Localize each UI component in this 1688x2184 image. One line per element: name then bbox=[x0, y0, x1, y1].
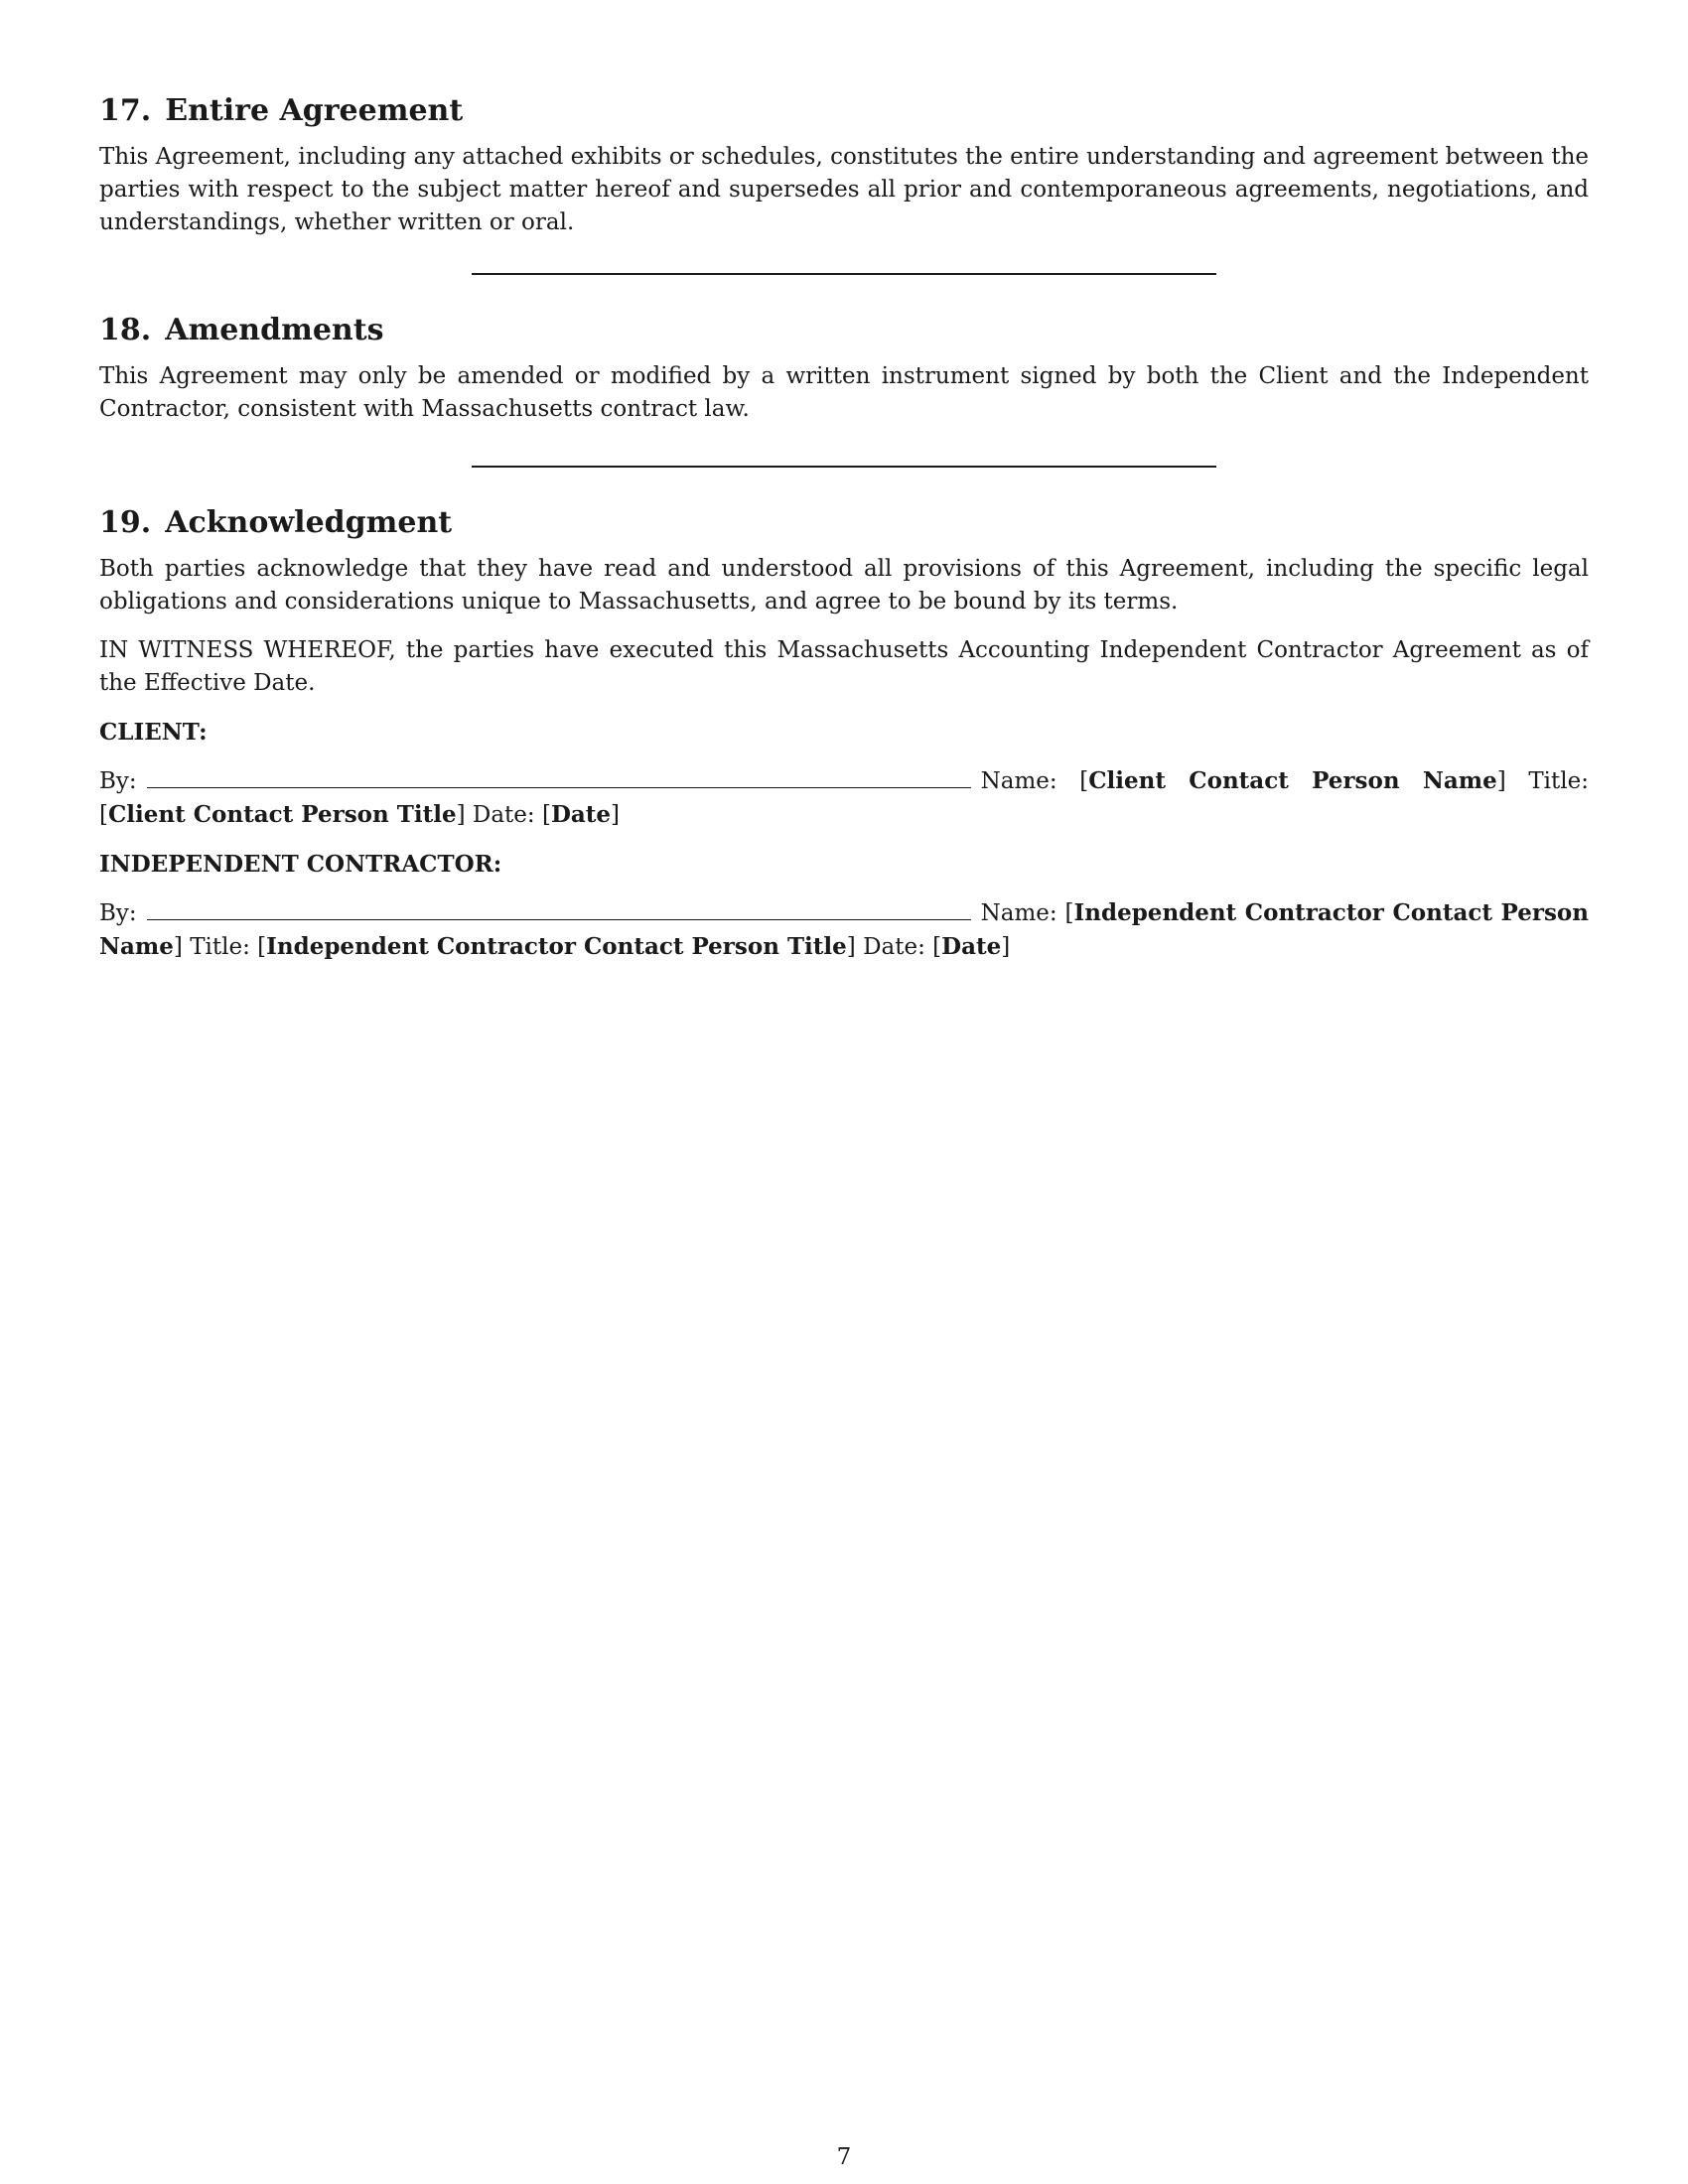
contractor-signature-line: By: Name: [Independent Contractor Contact Person Name] Title: [Independent Contractor Contact Person Title] Date: [Date] bbox=[99, 899, 1589, 960]
contractor-signature-block bbox=[99, 848, 1589, 964]
section-heading bbox=[99, 311, 1589, 350]
date-label: Date: bbox=[472, 802, 535, 828]
contractor-title-value: Independent Contractor Contact Person Title bbox=[266, 933, 847, 960]
date-label: Date: bbox=[863, 934, 925, 960]
section-body: Both parties acknowledge that they have read and understood all provisions of this Agreement, including the specific legal obligations and considerations unique to Massachusetts, and agree to be bound by its terms. bbox=[99, 556, 1589, 614]
client-date-value: Date bbox=[550, 801, 612, 828]
section-entire-agreement bbox=[99, 91, 1589, 239]
contractor-signature-field[interactable] bbox=[147, 897, 971, 920]
title-label: Title: bbox=[190, 934, 250, 960]
client-signature-line: By: Name: [Client Contact Person Name] Title: [Client Contact Person Title] Date: [Date] bbox=[99, 767, 1589, 828]
contractor-name-value: Independent Contractor Contact Person Name bbox=[99, 899, 1589, 960]
section-title: Entire Agreement bbox=[165, 93, 464, 128]
section-number: 17. bbox=[99, 93, 152, 128]
title-label: Title: bbox=[1528, 768, 1589, 794]
by-label: By: bbox=[99, 768, 137, 794]
contractor-heading: INDEPENDENT CONTRACTOR: bbox=[99, 851, 502, 878]
section-body: This Agreement may only be amended or modified by a written instrument signed by both the Client and the Independent Contractor, consistent with Massachusetts contract law. bbox=[99, 363, 1589, 422]
client-heading: CLIENT: bbox=[99, 719, 208, 746]
section-acknowledgment bbox=[99, 503, 1589, 700]
section-body: This Agreement, including any attached exhibits or schedules, constitutes the entire understanding and agreement between the parties with respect to the subject matter hereof and supersedes all prior and contemporaneous agreements, negotiations, and understandings, whether written or oral. bbox=[99, 144, 1589, 235]
section-title: Acknowledgment bbox=[165, 505, 453, 540]
client-name-value: Client Contact Person Name bbox=[1088, 767, 1497, 794]
document-page bbox=[99, 91, 1589, 964]
name-label: Name: bbox=[980, 900, 1057, 926]
section-heading bbox=[99, 91, 1589, 131]
by-label: By: bbox=[99, 900, 137, 926]
witness-statement: IN WITNESS WHEREOF, the parties have executed this Massachusetts Accounting Independent Contractor Agreement as of the Effective Date. bbox=[99, 637, 1589, 696]
contractor-date-value: Date bbox=[941, 933, 1002, 960]
section-title: Amendments bbox=[165, 313, 384, 347]
section-number: 18. bbox=[99, 313, 152, 347]
section-heading bbox=[99, 503, 1589, 543]
section-amendments bbox=[99, 311, 1589, 426]
page-number: 7 bbox=[836, 2144, 852, 2170]
name-label: Name: bbox=[980, 768, 1057, 794]
client-signature-field[interactable] bbox=[147, 765, 971, 788]
client-title-value: Client Contact Person Title bbox=[107, 801, 457, 828]
client-signature-block bbox=[99, 716, 1589, 832]
section-number: 19. bbox=[99, 505, 152, 540]
